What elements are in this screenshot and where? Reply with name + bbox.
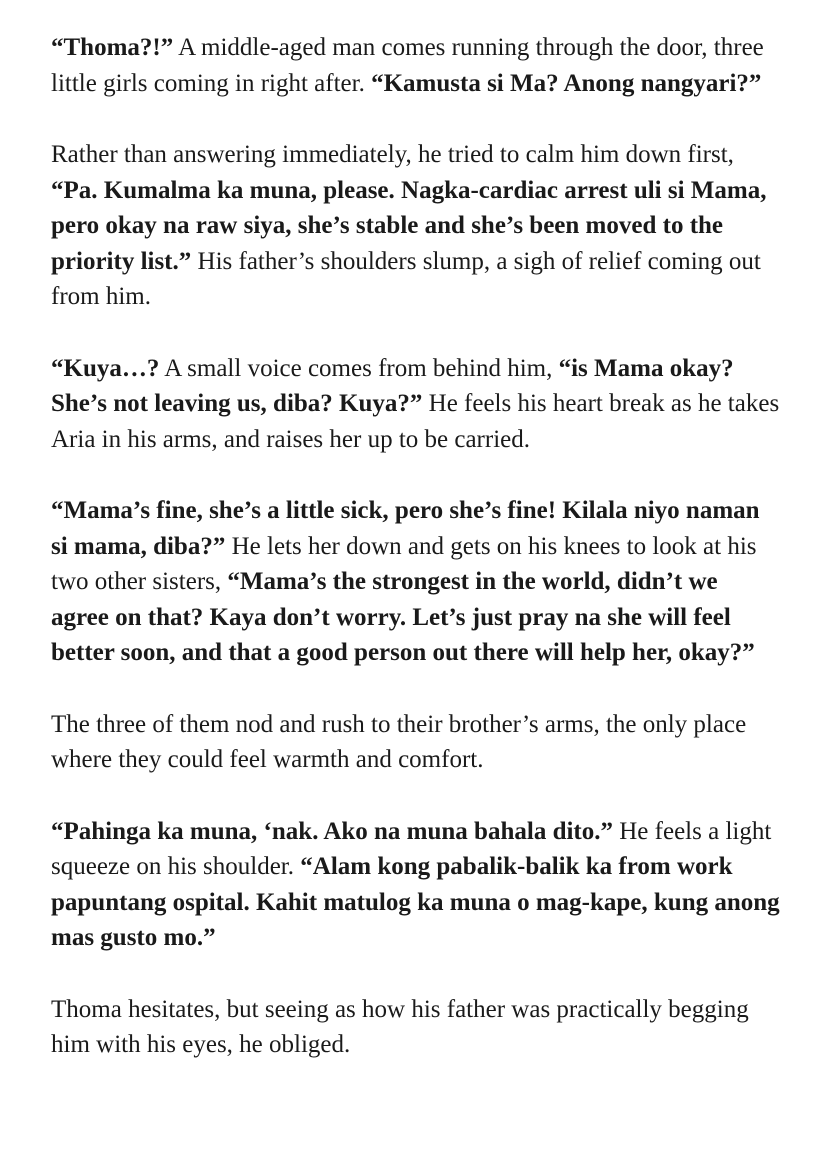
narration: He feels his heart break as he takes Aria in his arms, and raises her up to be carried. xyxy=(51,390,780,453)
dialogue: “Pahinga ka muna, ‘nak. Ako na muna bahala dito.” xyxy=(51,817,613,845)
paragraph-2 xyxy=(51,137,780,315)
narration: A middle-aged man comes running through the door, three little girls coming in right after. xyxy=(51,34,764,97)
dialogue: “Kuya…? xyxy=(51,354,160,382)
narration: Thoma hesitates, but seeing as how his father was practically begging him with his eyes, he obliged. xyxy=(51,995,749,1058)
narration: The three of them nod and rush to their brother’s arms, the only place where they could feel warmth and comfort. xyxy=(51,710,747,773)
narration: Rather than answering immediately, he tried to calm him down first, xyxy=(51,141,734,168)
dialogue: “Mama’s the strongest in the world, didn’t we agree on that? Kaya don’t worry. Let’s just pray na she will feel better soon, and that a good person out there will help her, okay?” xyxy=(51,568,755,666)
paragraph-1 xyxy=(51,30,780,101)
paragraph-3 xyxy=(51,351,780,458)
dialogue: “Pa. Kumalma ka muna, please. Nagka-cardiac arrest uli si Mama, pero okay na raw siya, she’s stable and she’s been moved to the priority list.” xyxy=(51,176,767,275)
dialogue: “Mama’s fine, she’s a little sick, pero she’s fine! Kilala niyo naman si mama, diba?” xyxy=(51,497,760,560)
dialogue: “Thoma?!” xyxy=(51,34,174,61)
paragraph-6 xyxy=(51,814,780,956)
narration: He feels a light squeeze on his shoulder. xyxy=(51,817,772,880)
dialogue: “Kamusta si Ma? Anong nangyari?” xyxy=(371,69,762,97)
narration: He lets her down and gets on his knees to look at his two other sisters, xyxy=(51,532,757,595)
dialogue: “is Mama okay? She’s not leaving us, diba? Kuya?” xyxy=(51,354,734,417)
dialogue: “Alam kong pabalik-balik ka from work papuntang ospital. Kahit matulog ka muna o mag-kape, kung anong mas gusto mo.” xyxy=(51,853,780,951)
paragraph-5 xyxy=(51,707,780,778)
narration: His father’s shoulders slump, a sigh of relief coming out from him. xyxy=(51,247,761,310)
paragraph-4 xyxy=(51,493,780,671)
paragraph-7 xyxy=(51,992,780,1063)
narration: A small voice comes from behind him, xyxy=(159,354,559,382)
